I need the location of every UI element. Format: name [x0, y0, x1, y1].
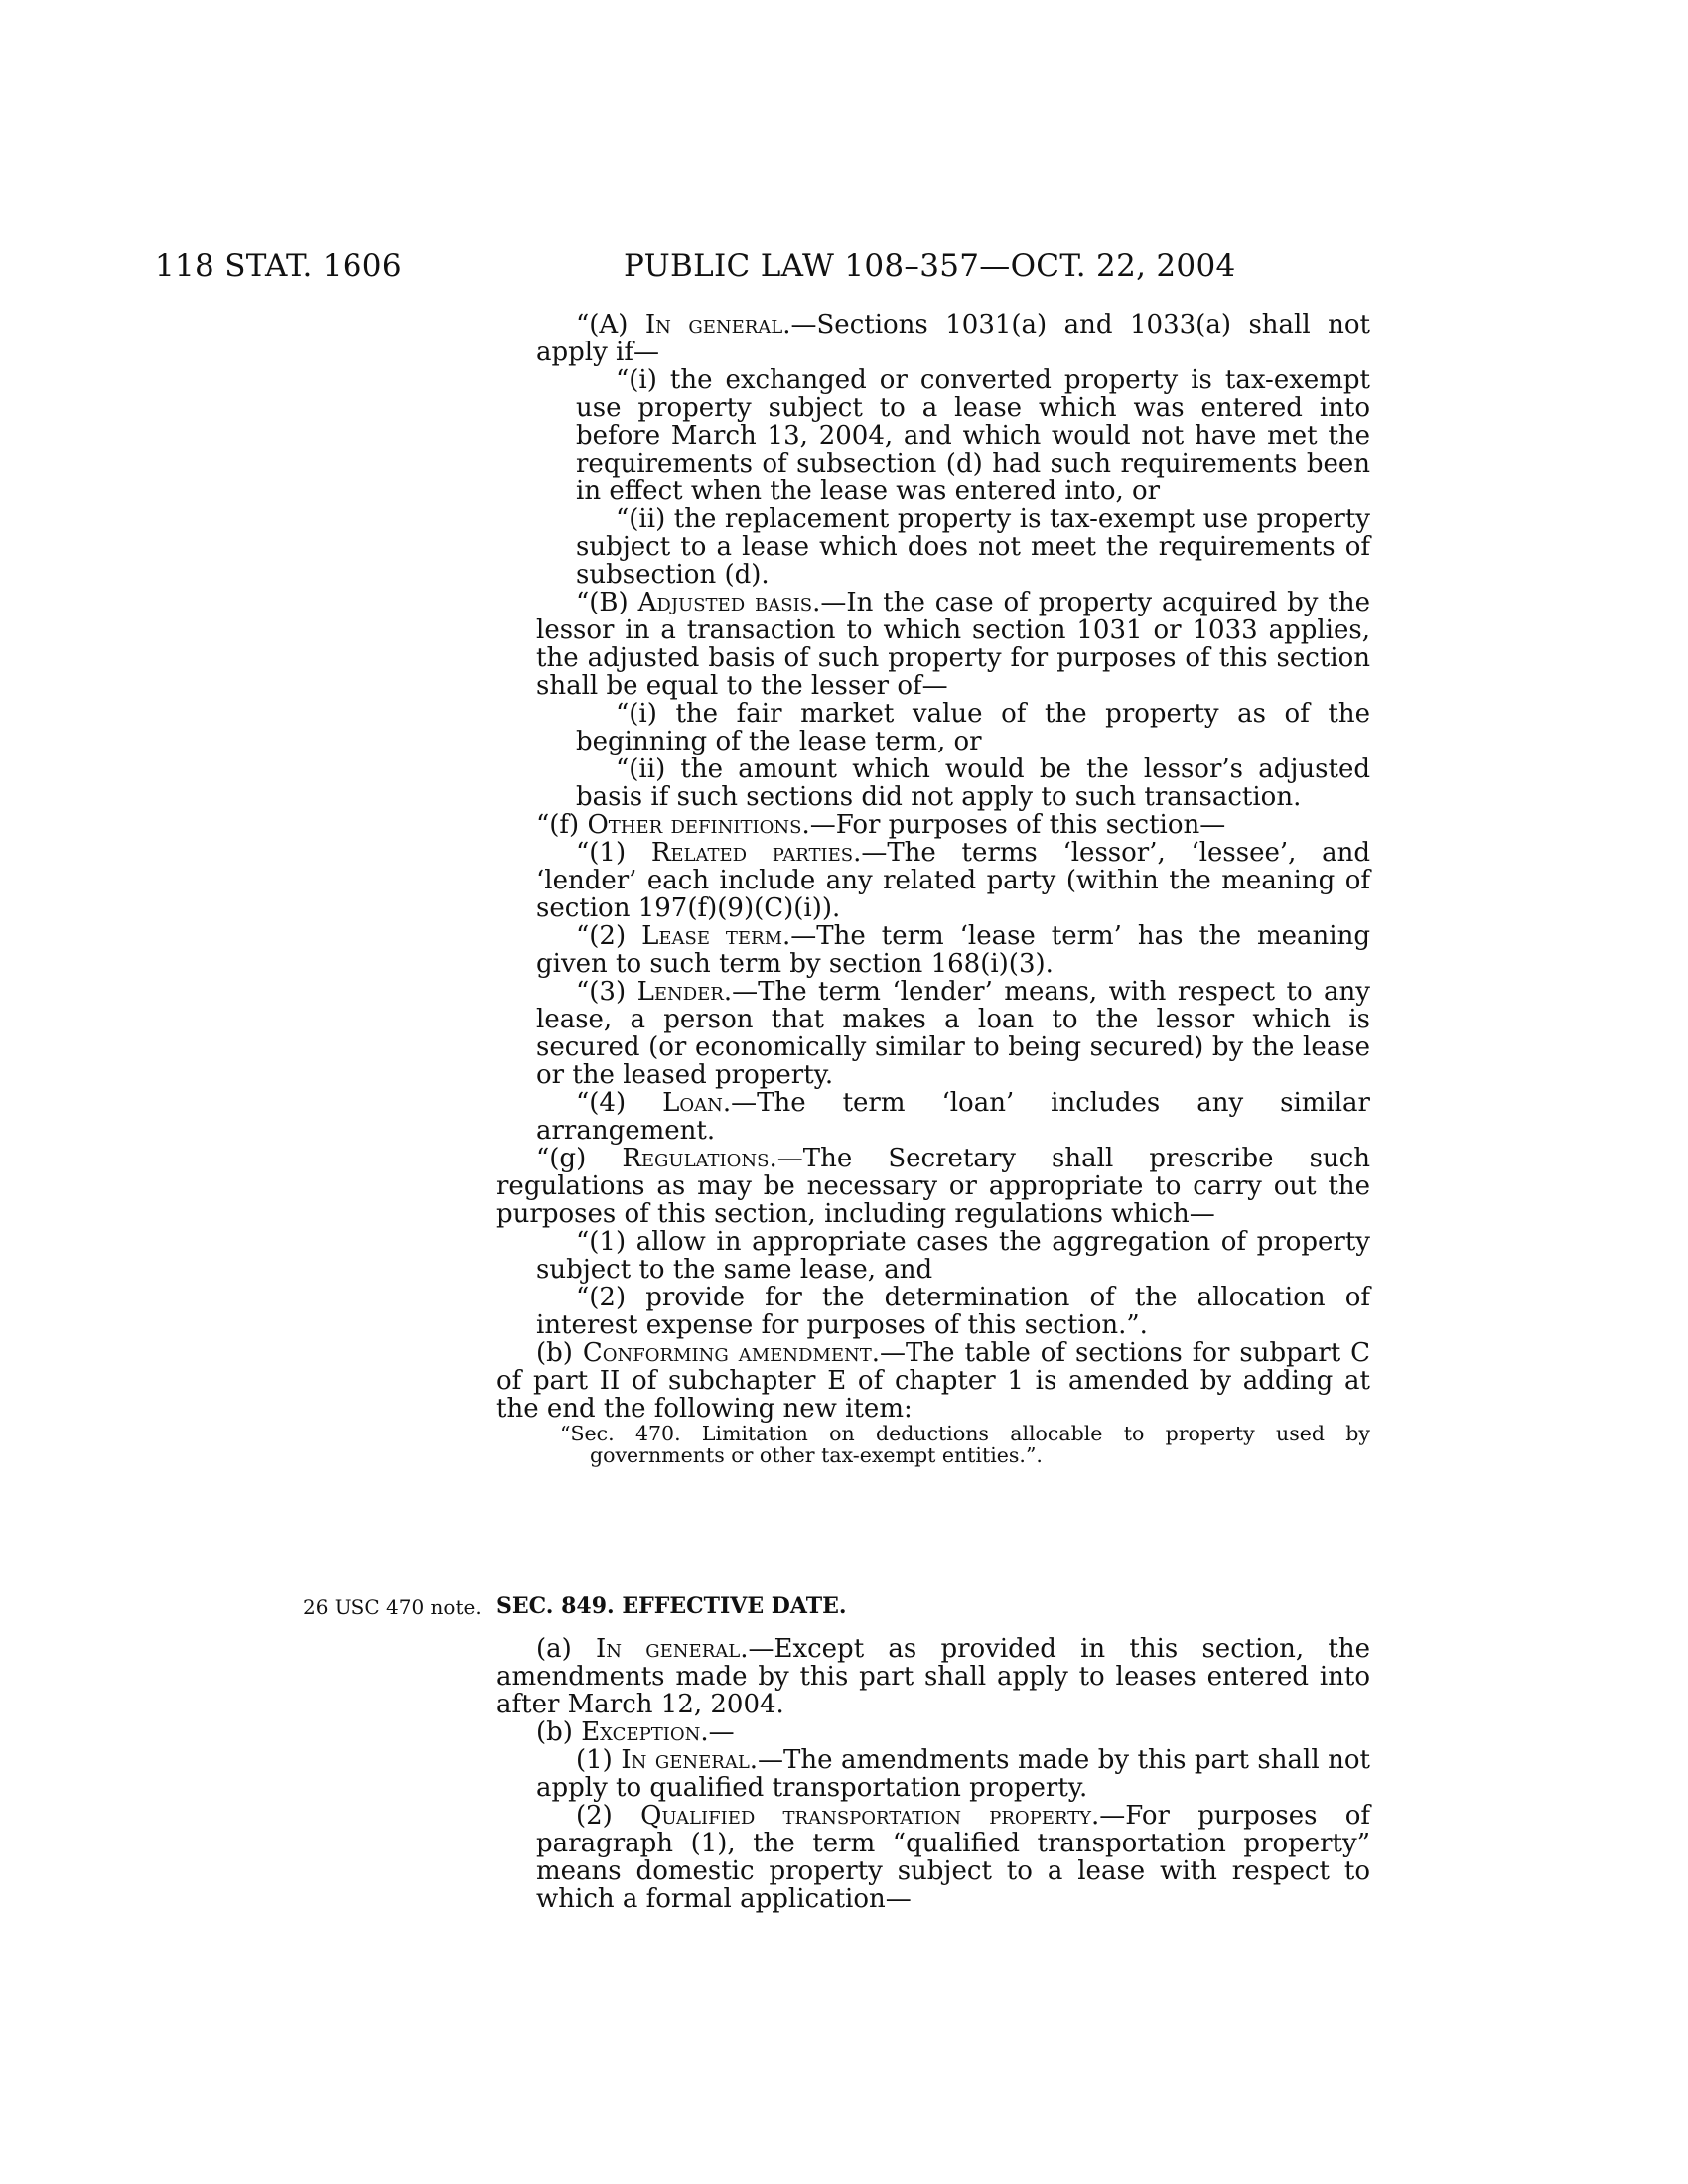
- para-i-exchanged-property: “(i) the exchanged or converted property is tax-exempt use property subject to a lease which was entered into before March 13, 2004, and which would not have met the requirements of subsection (d) had such requirements been in effect when the lease was entered into, or: [576, 365, 1370, 506]
- para-4-loan: “(4) Loan.—The term ‘loan’ includes any similar arrangement.: [536, 1088, 1370, 1146]
- para-i-fair-market-value: “(i) the fair market value of the property as of the beginning of the lease term, or: [576, 699, 1370, 756]
- para-2-allocation: “(2) provide for the determination of the allocation of interest expense for purposes of this section.”.: [536, 1283, 1370, 1340]
- subsection-a-in-general: (a) In general.—Except as provided in this section, the amendments made by this part shall apply to leases entered into after March 12, 2004.: [496, 1634, 1370, 1719]
- statute-page-number: 118 STAT. 1606: [155, 248, 402, 284]
- public-law-header: PUBLIC LAW 108–357—OCT. 22, 2004: [624, 248, 1236, 284]
- section-heading: SEC. 849. EFFECTIVE DATE.: [496, 1593, 847, 1619]
- para-2-lease-term: “(2) Lease term.—The term ‘lease term’ has the meaning given to such term by section 168(i)(3).: [536, 921, 1370, 979]
- usc-margin-note: 26 USC 470 note.: [303, 1595, 482, 1619]
- section-470-text: [496, 311, 1370, 1466]
- para-3-lender: “(3) Lender.—The term ‘lender’ means, with respect to any lease, a person that makes a loan to the lessor which is secured (or economically similar to being secured) by the lease or the leased property.: [536, 977, 1370, 1090]
- subsection-g-regulations: “(g) Regulations.—The Secretary shall prescribe such regulations as may be necessary or appropriate to carry out the purposes of this section, including regulations which—: [496, 1144, 1370, 1229]
- para-1-aggregation: “(1) allow in appropriate cases the aggregation of property subject to the same lease, and: [536, 1227, 1370, 1285]
- para-b-adjusted-basis: “(B) Adjusted basis.—In the case of property acquired by the lessor in a transaction to which section 1031 or 1033 applies, the adjusted basis of such property for purposes of this section shall be equal to the lesser of—: [536, 588, 1370, 701]
- para-ii-replacement-property: “(ii) the replacement property is tax-exempt use property subject to a lease which does not meet the requirements of subsection (d).: [576, 504, 1370, 590]
- para-1-related-parties: “(1) Related parties.—The terms ‘lessor’, ‘lessee’, and ‘lender’ each include any related party (within the meaning of section 197(f)(9)(C)(i)).: [536, 838, 1370, 923]
- subsection-b-conforming-amendment: (b) Conforming amendment.—The table of sections for subpart C of part II of subchapter E of chapter 1 is amended by adding at the end the following new item:: [496, 1338, 1370, 1424]
- section-849-text: [496, 1635, 1370, 1913]
- para-2-qualified-transportation-property: (2) Qualified transportation property.—For purposes of paragraph (1), the term “qualified transportation property” means domestic property subject to a lease with respect to which a formal application—: [536, 1801, 1370, 1914]
- para-ii-amount: “(ii) the amount which would be the lessor’s adjusted basis if such sections did not apply to such transaction.: [576, 754, 1370, 812]
- subsection-f-other-definitions: “(f) Other definitions.—For purposes of this section—: [536, 810, 1226, 840]
- para-1-in-general: (1) In general.—The amendments made by this part shall not apply to qualified transportation property.: [536, 1745, 1371, 1803]
- subsection-b-exception: (b) Exception.—: [536, 1717, 735, 1747]
- table-of-sections-item: “Sec. 470. Limitation on deductions allocable to property used by governments or other tax-exempt entities.”.: [560, 1422, 1370, 1467]
- para-a-in-general: “(A) In general.—Sections 1031(a) and 1033(a) shall not apply if—: [536, 310, 1370, 367]
